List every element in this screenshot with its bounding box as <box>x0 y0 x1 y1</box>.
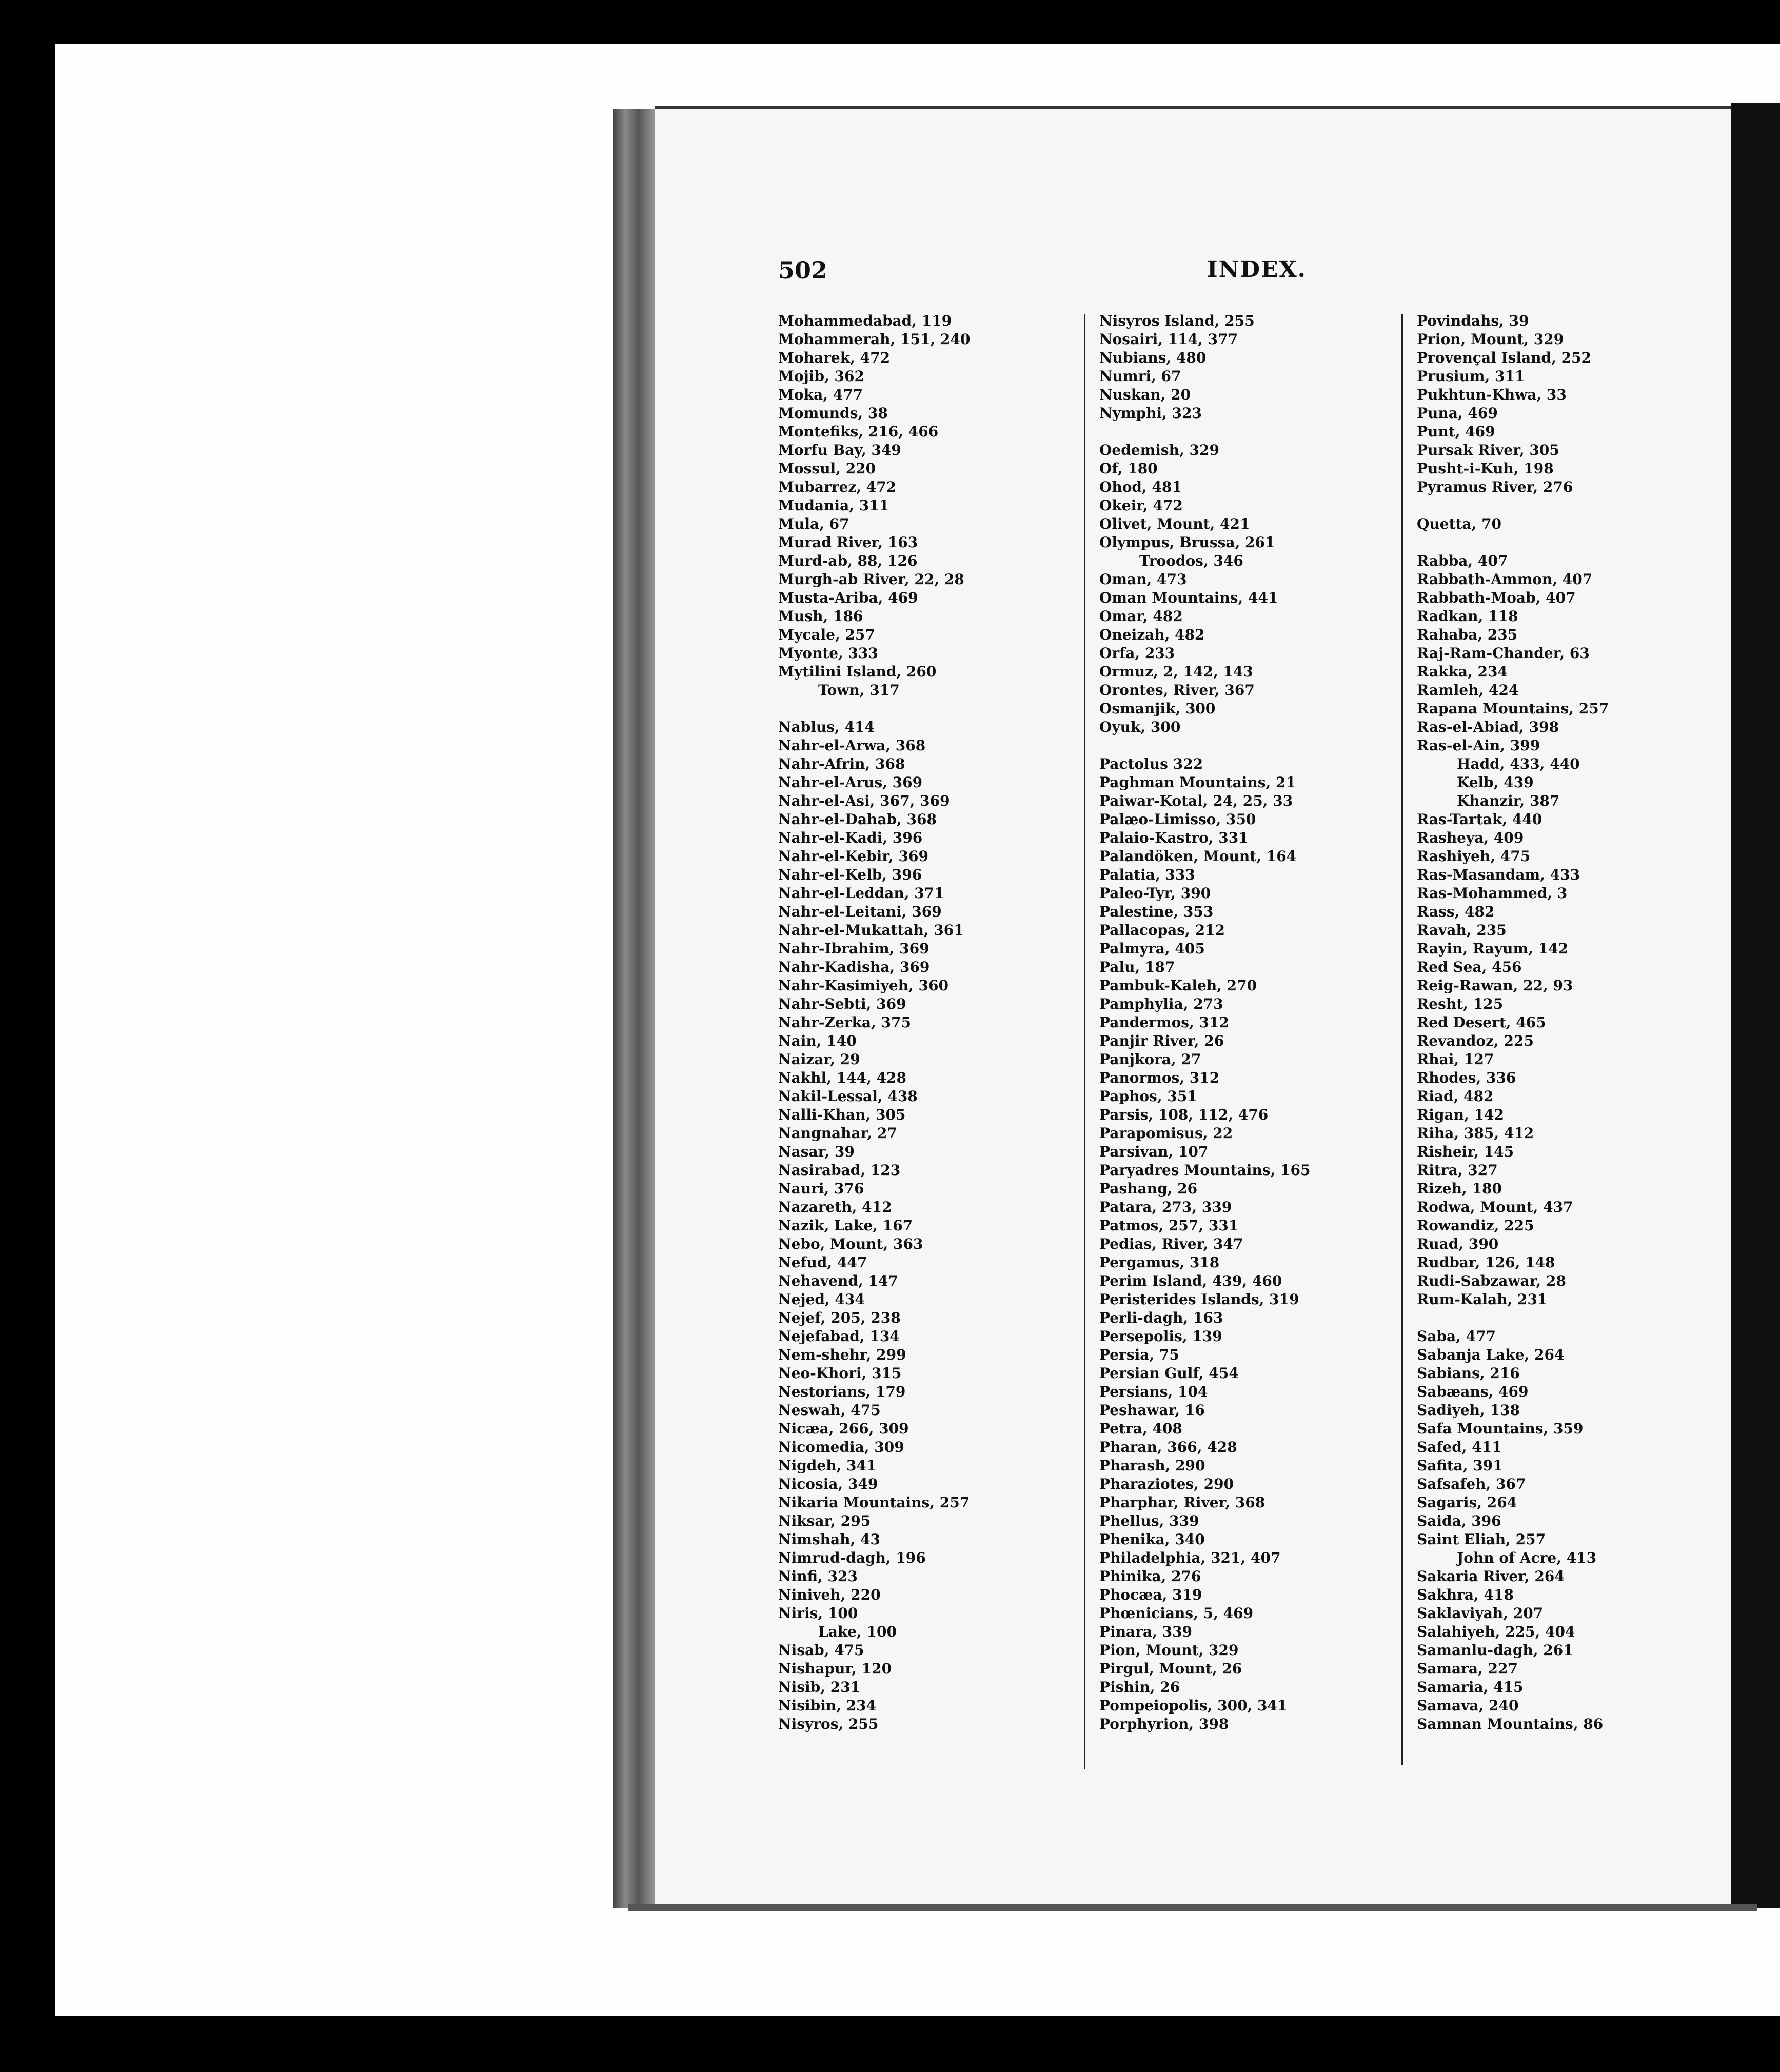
index-entry: Nahr-el-Arus, 369 <box>778 774 923 791</box>
index-entry: Ras-Tartak, 440 <box>1417 811 1542 828</box>
index-entry: Nishapur, 120 <box>778 1660 892 1677</box>
index-entry: Ras-Mohammed, 3 <box>1417 885 1568 902</box>
index-entry: Nicosia, 349 <box>778 1476 878 1492</box>
index-entry: Parsis, 108, 112, 476 <box>1099 1106 1269 1123</box>
index-entry: Nahr-Kasimiyeh, 360 <box>778 977 948 994</box>
index-entry: Phellus, 339 <box>1099 1512 1199 1529</box>
index-entry: Samava, 240 <box>1417 1697 1519 1714</box>
index-entry: Ritra, 327 <box>1417 1162 1498 1179</box>
index-subentry: Hadd, 433, 440 <box>1457 755 1580 772</box>
index-entry: Ras-Masandam, 433 <box>1417 866 1580 883</box>
index-entry: Nubians, 480 <box>1099 349 1207 366</box>
index-subentry: Khanzir, 387 <box>1457 792 1560 809</box>
index-entry: Mossul, 220 <box>778 460 876 477</box>
index-entry: Sadiyeh, 138 <box>1417 1402 1520 1419</box>
index-entry: Radkan, 118 <box>1417 608 1518 625</box>
index-entry: Phenika, 340 <box>1099 1531 1205 1548</box>
index-entry: Safa Mountains, 359 <box>1417 1420 1584 1437</box>
index-entry: Nebo, Mount, 363 <box>778 1236 923 1252</box>
index-subentry: Troodos, 346 <box>1139 552 1243 569</box>
index-entry: Orfa, 233 <box>1099 645 1175 662</box>
index-column-2 <box>1099 312 1407 1734</box>
index-entry: Panormos, 312 <box>1099 1069 1220 1086</box>
index-entry: Nahr-el-Asi, 367, 369 <box>778 792 950 809</box>
index-entry: Rahaba, 235 <box>1417 626 1518 643</box>
index-entry: Phocæa, 319 <box>1099 1586 1202 1603</box>
index-entry: Ninfi, 323 <box>778 1568 858 1585</box>
index-entry: Petra, 408 <box>1099 1420 1182 1437</box>
index-entry: Povindahs, 39 <box>1417 312 1529 329</box>
index-entry: Omar, 482 <box>1099 608 1183 625</box>
index-entry: Oneizah, 482 <box>1099 626 1205 643</box>
index-entry: Rowandiz, 225 <box>1417 1217 1534 1234</box>
index-entry: Sabæans, 469 <box>1417 1383 1529 1400</box>
index-entry: Moka, 477 <box>778 386 863 403</box>
index-entry: Riha, 385, 412 <box>1417 1125 1534 1142</box>
index-entry: Mubarrez, 472 <box>778 479 897 495</box>
index-subentry: Kelb, 439 <box>1457 774 1534 791</box>
index-entry: Pyramus River, 276 <box>1417 479 1573 495</box>
index-entry: Rhodes, 336 <box>1417 1069 1516 1086</box>
index-entry: Pharan, 366, 428 <box>1099 1439 1237 1456</box>
index-entry: Phinika, 276 <box>1099 1568 1201 1585</box>
page-right-shadow <box>1731 103 1780 1908</box>
index-entry: Rhai, 127 <box>1417 1051 1494 1068</box>
index-entry: Rudi-Sabzawar, 28 <box>1417 1272 1566 1289</box>
index-entry: Rabbath-Ammon, 407 <box>1417 571 1593 588</box>
index-entry: Mycale, 257 <box>778 626 875 643</box>
index-entry: Oedemish, 329 <box>1099 442 1219 459</box>
index-entry: Nicæa, 266, 309 <box>778 1420 909 1437</box>
index-entry: Nisyros, 255 <box>778 1716 879 1732</box>
index-entry: Palmyra, 405 <box>1099 940 1205 957</box>
index-entry: Persians, 104 <box>1099 1383 1208 1400</box>
index-entry: Nimrud-dagh, 196 <box>778 1549 926 1566</box>
index-entry: Of, 180 <box>1099 460 1158 477</box>
index-entry: Ramleh, 424 <box>1417 682 1519 699</box>
index-entry: Sabanja Lake, 264 <box>1417 1346 1565 1363</box>
index-entry: Nahr-el-Leddan, 371 <box>778 885 944 902</box>
index-entry: Ras-el-Abiad, 398 <box>1417 719 1559 735</box>
index-entry: Revandoz, 225 <box>1417 1032 1534 1049</box>
index-entry: Orontes, River, 367 <box>1099 682 1255 699</box>
index-entry: Palatia, 333 <box>1099 866 1195 883</box>
index-entry: Oman, 473 <box>1099 571 1187 588</box>
index-entry: Rum-Kalah, 231 <box>1417 1291 1548 1308</box>
index-entry: Saida, 396 <box>1417 1512 1501 1529</box>
index-entry: Nahr-el-Kadi, 396 <box>778 829 923 846</box>
index-entry: Nablus, 414 <box>778 719 875 735</box>
index-entry: Samanlu-dagh, 261 <box>1417 1642 1573 1659</box>
index-entry: Murad River, 163 <box>778 534 918 551</box>
index-entry: Oman Mountains, 441 <box>1099 589 1278 606</box>
index-entry: Palandöken, Mount, 164 <box>1099 848 1297 865</box>
index-entry: Pion, Mount, 329 <box>1099 1642 1239 1659</box>
index-entry: Nalli-Khan, 305 <box>778 1106 906 1123</box>
index-entry: Nicomedia, 309 <box>778 1439 904 1456</box>
index-entry: Nestorians, 179 <box>778 1383 906 1400</box>
index-entry: Musta-Ariba, 469 <box>778 589 918 606</box>
index-entry: Nahr-el-Mukattah, 361 <box>778 922 964 939</box>
index-entry: Pambuk-Kaleh, 270 <box>1099 977 1257 994</box>
index-entry: Pukhtun-Khwa, 33 <box>1417 386 1567 403</box>
index-entry: Neswah, 475 <box>778 1402 881 1419</box>
index-entry: Rigan, 142 <box>1417 1106 1504 1123</box>
index-entry: Risheir, 145 <box>1417 1143 1514 1160</box>
index-entry: Rass, 482 <box>1417 903 1495 920</box>
index-entry: Pharash, 290 <box>1099 1457 1205 1474</box>
index-entry: Okeir, 472 <box>1099 497 1183 514</box>
letter-gap <box>1099 423 1407 441</box>
index-entry: Paghman Mountains, 21 <box>1099 774 1296 791</box>
index-entry: Provençal Island, 252 <box>1417 349 1592 366</box>
index-entry: Nahr-el-Arwa, 368 <box>778 737 926 754</box>
index-entry: Mojib, 362 <box>778 368 864 385</box>
index-entry: Perli-dagh, 163 <box>1099 1309 1223 1326</box>
index-entry: Phœnicians, 5, 469 <box>1099 1605 1254 1622</box>
index-entry: Punt, 469 <box>1417 423 1495 440</box>
index-entry: Mohammedabad, 119 <box>778 312 952 329</box>
index-entry: Prusium, 311 <box>1417 368 1525 385</box>
index-entry: Paphos, 351 <box>1099 1088 1197 1105</box>
index-entry: Porphyrion, 398 <box>1099 1716 1229 1732</box>
index-entry: Mudania, 311 <box>778 497 889 514</box>
index-column-3 <box>1417 312 1725 1734</box>
index-entry: Peristerides Islands, 319 <box>1099 1291 1299 1308</box>
index-entry: Nejefabad, 134 <box>778 1328 900 1345</box>
index-entry: Safsafeh, 367 <box>1417 1476 1526 1492</box>
page-heading: INDEX. <box>1207 256 1307 283</box>
index-entry: Nahr-el-Leitani, 369 <box>778 903 942 920</box>
index-entry: Nahr-Afrin, 368 <box>778 755 905 772</box>
index-entry: Murd-ab, 88, 126 <box>778 552 918 569</box>
index-entry: Sakaria River, 264 <box>1417 1568 1565 1585</box>
book-spine-edge <box>613 109 655 1908</box>
index-entry: Quetta, 70 <box>1417 515 1502 532</box>
index-entry: Nahr-Sebti, 369 <box>778 995 906 1012</box>
index-entry: Nahr-Ibrahim, 369 <box>778 940 929 957</box>
index-entry: Pandermos, 312 <box>1099 1014 1229 1031</box>
index-entry: Patmos, 257, 331 <box>1099 1217 1239 1234</box>
index-entry: Nisib, 231 <box>778 1679 861 1696</box>
index-entry: Nikaria Mountains, 257 <box>778 1494 970 1511</box>
letter-gap <box>1099 736 1407 755</box>
index-entry: Pergamus, 318 <box>1099 1254 1220 1271</box>
index-entry: Niniveh, 220 <box>778 1586 881 1603</box>
letter-gap <box>778 700 1086 718</box>
index-entry: Nahr-el-Dahab, 368 <box>778 811 937 828</box>
index-entry: Nejef, 205, 238 <box>778 1309 901 1326</box>
index-entry: Niksar, 295 <box>778 1512 871 1529</box>
index-entry: Rashiyeh, 475 <box>1417 848 1531 865</box>
index-entry: Pharphar, River, 368 <box>1099 1494 1265 1511</box>
index-entry: Nauri, 376 <box>778 1180 864 1197</box>
index-entry: Nahr-el-Kebir, 369 <box>778 848 928 865</box>
index-entry: Saklaviyah, 207 <box>1417 1605 1544 1622</box>
index-entry: Palæo-Limisso, 350 <box>1099 811 1256 828</box>
index-entry: Nigdeh, 341 <box>778 1457 877 1474</box>
index-entry: Nasar, 39 <box>778 1143 855 1160</box>
index-entry: Prion, Mount, 329 <box>1417 331 1564 348</box>
letter-gap <box>1417 1309 1725 1327</box>
index-entry: Paleo-Tyr, 390 <box>1099 885 1211 902</box>
index-entry: Patara, 273, 339 <box>1099 1199 1232 1216</box>
index-entry: Mohammerah, 151, 240 <box>778 331 971 348</box>
index-entry: Ruad, 390 <box>1417 1236 1499 1252</box>
index-entry: Rasheya, 409 <box>1417 829 1524 846</box>
index-entry: Rapana Mountains, 257 <box>1417 700 1609 717</box>
index-entry: Riad, 482 <box>1417 1088 1494 1105</box>
index-entry: Reig-Rawan, 22, 93 <box>1417 977 1573 994</box>
index-entry: Raj-Ram-Chander, 63 <box>1417 645 1590 662</box>
index-entry: Nehavend, 147 <box>778 1272 898 1289</box>
index-entry: Nosairi, 114, 377 <box>1099 331 1238 348</box>
index-entry: Pusht-i-Kuh, 198 <box>1417 460 1554 477</box>
index-entry: Ras-el-Ain, 399 <box>1417 737 1540 754</box>
index-entry: Palestine, 353 <box>1099 903 1214 920</box>
index-entry: Puna, 469 <box>1417 405 1498 422</box>
index-entry: Paiwar-Kotal, 24, 25, 33 <box>1099 792 1293 809</box>
index-entry: Sagaris, 264 <box>1417 1494 1517 1511</box>
index-entry: Persian Gulf, 454 <box>1099 1365 1239 1382</box>
index-entry: Nisibin, 234 <box>778 1697 877 1714</box>
index-entry: Pursak River, 305 <box>1417 442 1559 459</box>
index-column-1 <box>778 312 1086 1734</box>
index-entry: Nazik, Lake, 167 <box>778 1217 913 1234</box>
index-entry: Paryadres Mountains, 165 <box>1099 1162 1311 1179</box>
index-entry: Rudbar, 126, 148 <box>1417 1254 1555 1271</box>
index-entry: Olivet, Mount, 421 <box>1099 515 1250 532</box>
index-entry: Safita, 391 <box>1417 1457 1503 1474</box>
index-entry: Pallacopas, 212 <box>1099 922 1225 939</box>
index-entry: Panjkora, 27 <box>1099 1051 1201 1068</box>
index-entry: Persepolis, 139 <box>1099 1328 1222 1345</box>
index-entry: Rabba, 407 <box>1417 552 1508 569</box>
index-entry: Nazareth, 412 <box>778 1199 892 1216</box>
index-entry: Salahiyeh, 225, 404 <box>1417 1623 1575 1640</box>
index-entry: Nuskan, 20 <box>1099 386 1191 403</box>
index-entry: Pashang, 26 <box>1099 1180 1198 1197</box>
index-entry: Nymphi, 323 <box>1099 405 1202 422</box>
index-entry: Peshawar, 16 <box>1099 1402 1205 1419</box>
index-entry: Nasirabad, 123 <box>778 1162 901 1179</box>
index-entry: Pactolus 322 <box>1099 755 1203 772</box>
index-entry: Mush, 186 <box>778 608 863 625</box>
index-entry: Rizeh, 180 <box>1417 1180 1502 1197</box>
index-entry: Montefiks, 216, 466 <box>778 423 939 440</box>
index-entry: Nem-shehr, 299 <box>778 1346 906 1363</box>
index-entry: Nahr-el-Kelb, 396 <box>778 866 922 883</box>
index-entry: Osmanjik, 300 <box>1099 700 1216 717</box>
index-entry: Nangnahar, 27 <box>778 1125 897 1142</box>
index-entry: Palu, 187 <box>1099 959 1175 975</box>
index-entry: Nisyros Island, 255 <box>1099 312 1255 329</box>
index-entry: Pirgul, Mount, 26 <box>1099 1660 1242 1677</box>
index-entry: Ormuz, 2, 142, 143 <box>1099 663 1253 680</box>
index-entry: Niris, 100 <box>778 1605 858 1622</box>
index-entry: Saint Eliah, 257 <box>1417 1531 1546 1548</box>
page-number: 502 <box>778 256 828 284</box>
index-entry: Sabians, 216 <box>1417 1365 1520 1382</box>
index-entry: Nakil-Lessal, 438 <box>778 1088 918 1105</box>
index-entry: Pishin, 26 <box>1099 1679 1180 1696</box>
index-entry: Philadelphia, 321, 407 <box>1099 1549 1281 1566</box>
index-entry: Pamphylia, 273 <box>1099 995 1223 1012</box>
index-entry: Morfu Bay, 349 <box>778 442 901 459</box>
index-entry: Momunds, 38 <box>778 405 888 422</box>
index-entry: Nakhl, 144, 428 <box>778 1069 907 1086</box>
index-entry: Parapomisus, 22 <box>1099 1125 1233 1142</box>
index-entry: Nisab, 475 <box>778 1642 864 1659</box>
index-entry: Nejed, 434 <box>778 1291 865 1308</box>
index-entry: Palaio-Kastro, 331 <box>1099 829 1249 846</box>
index-entry: Mula, 67 <box>778 515 849 532</box>
index-entry: Neo-Khori, 315 <box>778 1365 902 1382</box>
index-entry: Panjir River, 26 <box>1099 1032 1224 1049</box>
index-entry: Nain, 140 <box>778 1032 857 1049</box>
index-subentry: Town, 317 <box>818 682 900 699</box>
index-entry: Numri, 67 <box>1099 368 1181 385</box>
index-entry: Rakka, 234 <box>1417 663 1508 680</box>
index-entry: Saba, 477 <box>1417 1328 1496 1345</box>
index-entry: Naizar, 29 <box>778 1051 860 1068</box>
index-entry: Persia, 75 <box>1099 1346 1179 1363</box>
index-entry: Pedias, River, 347 <box>1099 1236 1243 1252</box>
index-entry: Ravah, 235 <box>1417 922 1507 939</box>
index-entry: Rodwa, Mount, 437 <box>1417 1199 1573 1216</box>
index-entry: Murgh-ab River, 22, 28 <box>778 571 964 588</box>
letter-gap <box>1417 533 1725 552</box>
index-entry: Nimshah, 43 <box>778 1531 880 1548</box>
index-entry: Mytilini Island, 260 <box>778 663 937 680</box>
index-entry: Pompeiopolis, 300, 341 <box>1099 1697 1288 1714</box>
index-entry: Rayin, Rayum, 142 <box>1417 940 1569 957</box>
index-entry: Resht, 125 <box>1417 995 1504 1012</box>
index-entry: Myonte, 333 <box>778 645 878 662</box>
index-entry: Red Sea, 456 <box>1417 959 1522 975</box>
index-entry: Ohod, 481 <box>1099 479 1182 495</box>
index-entry: Samnan Mountains, 86 <box>1417 1716 1604 1732</box>
index-entry: Moharek, 472 <box>778 349 891 366</box>
index-entry: Red Desert, 465 <box>1417 1014 1546 1031</box>
index-entry: Safed, 411 <box>1417 1439 1502 1456</box>
index-subentry: John of Acre, 413 <box>1457 1549 1597 1566</box>
index-entry: Pinara, 339 <box>1099 1623 1193 1640</box>
index-entry: Olympus, Brussa, 261 <box>1099 534 1275 551</box>
index-entry: Perim Island, 439, 460 <box>1099 1272 1282 1289</box>
index-entry: Oyuk, 300 <box>1099 719 1181 735</box>
index-entry: Rabbath-Moab, 407 <box>1417 589 1576 606</box>
index-entry: Nefud, 447 <box>778 1254 867 1271</box>
index-entry: Nahr-Kadisha, 369 <box>778 959 930 975</box>
index-entry: Samara, 227 <box>1417 1660 1518 1677</box>
index-entry: Sakhra, 418 <box>1417 1586 1514 1603</box>
index-entry: Parsivan, 107 <box>1099 1143 1209 1160</box>
index-entry: Samaria, 415 <box>1417 1679 1524 1696</box>
index-entry: Nahr-Zerka, 375 <box>778 1014 911 1031</box>
letter-gap <box>1417 496 1725 515</box>
index-subentry: Lake, 100 <box>818 1623 897 1640</box>
index-entry: Pharaziotes, 290 <box>1099 1476 1234 1492</box>
page-bottom-edge <box>628 1904 1757 1911</box>
